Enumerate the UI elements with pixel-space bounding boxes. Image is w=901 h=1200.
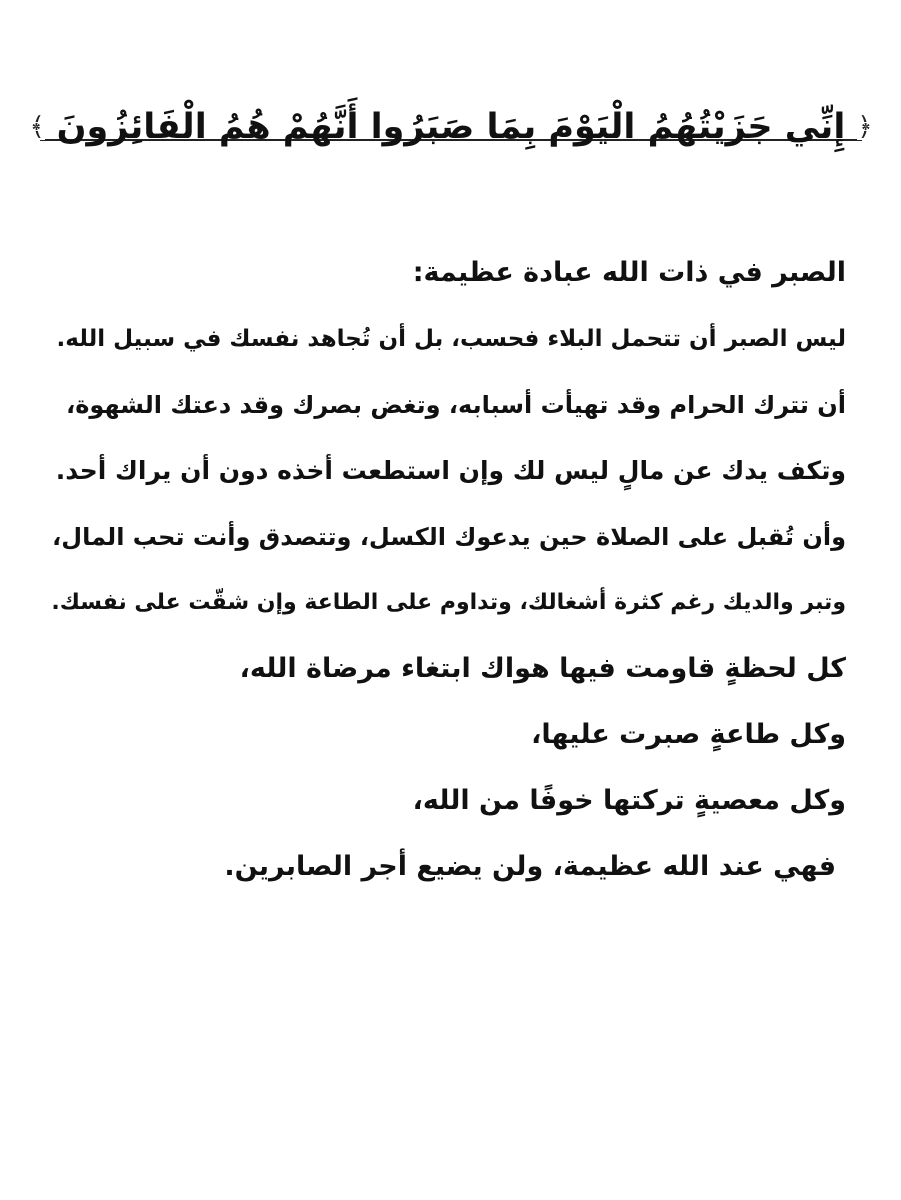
verse-text: إِنِّي جَزَيْتُهُمُ الْيَوْمَ بِمَا صَبَرُوا أَنَّهُمْ هُمُ الْفَائِزُونَ [56,107,846,147]
body-line: كل لحظةٍ قاومت فيها هواك ابتغاء مرضاة الله، [239,653,846,684]
body-line: وأن تُقبل على الصلاة حين يدعوك الكسل، وتتصدق وأنت تحب المال، [52,523,846,551]
body-line: فهي عند الله عظيمة، ولن يضيع أجر الصابرين. [224,851,836,882]
body-line: وتبر والديك رغم كثرة أشغالك، وتداوم على الطاعة وإن شقّت على نفسك. [51,590,846,615]
verse-close-bracket-ornament: ﴾ [29,112,45,142]
quran-verse-header [29,92,873,162]
body-line: أن تترك الحرام وقد تهيأت أسبابه، وتغض بصرك وقد دعتك الشهوة، [66,391,846,419]
verse-open-bracket-ornament: ﴿ [857,112,873,142]
body-line: وكل معصيةٍ تركتها خوفًا من الله، [412,785,846,816]
body-heading: الصبر في ذات الله عبادة عظيمة: [412,257,846,288]
body-line: وتكف يدك عن مالٍ ليس لك وإن استطعت أخذه دون أن يراك أحد. [55,456,846,485]
body-text [46,240,846,900]
body-line: ليس الصبر أن تتحمل البلاء فحسب، بل أن تُجاهد نفسك في سبيل الله. [56,326,846,352]
body-line: وكل طاعةٍ صبرت عليها، [531,719,846,750]
